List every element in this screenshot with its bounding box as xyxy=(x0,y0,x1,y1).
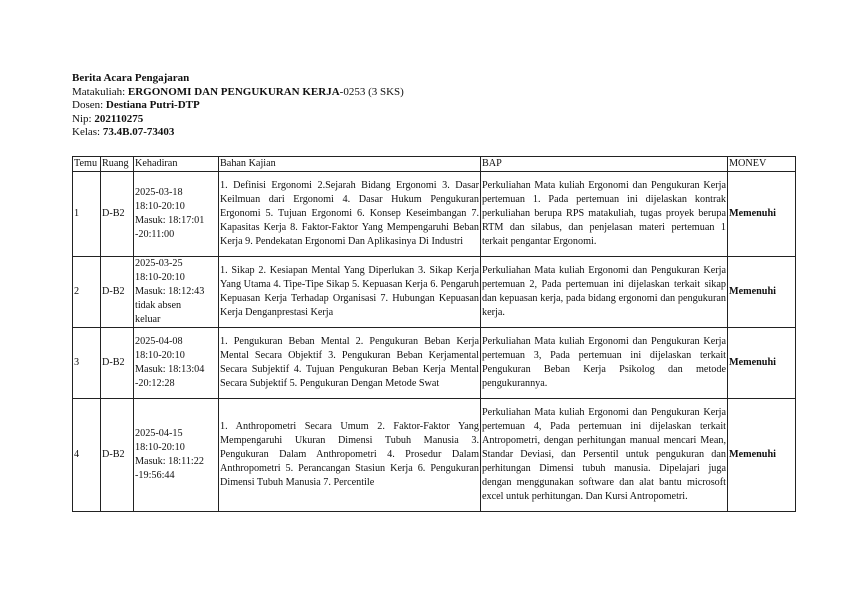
table-row xyxy=(73,399,796,512)
column-header-bap: BAP xyxy=(481,157,728,172)
column-header-temu: Temu xyxy=(73,157,101,172)
table-row xyxy=(73,328,796,399)
cell-kehadiran xyxy=(134,172,219,257)
matakuliah-line xyxy=(72,86,404,100)
document-title: Berita Acara Pengajaran xyxy=(72,72,190,84)
kehadiran-date: 2025-03-25 xyxy=(135,258,183,269)
kehadiran-masuk: Masuk: 18:12:43 xyxy=(135,286,205,297)
kehadiran-masuk: Masuk: 18:11:22 xyxy=(135,456,204,467)
kehadiran-masuk: Masuk: 18:17:01 xyxy=(135,215,205,226)
cell-monev: Memenuhi xyxy=(728,328,796,399)
table-header-row xyxy=(73,157,796,172)
column-header-bahan-kajian: Bahan Kajian xyxy=(219,157,481,172)
kelas-label: Kelas: xyxy=(72,126,103,138)
kehadiran-masuk: Masuk: 18:13:04 xyxy=(135,364,205,375)
column-header-monev: MONEV xyxy=(728,157,796,172)
cell-ruang: D-B2 xyxy=(101,257,134,328)
kehadiran-keluar: -20:11:00 xyxy=(135,229,175,240)
dosen-line xyxy=(72,99,404,113)
table-row xyxy=(73,172,796,257)
kehadiran-keluar: -20:12:28 xyxy=(135,378,175,389)
cell-temu: 2 xyxy=(73,257,101,328)
kehadiran-time: 18:10-20:10 xyxy=(135,201,185,212)
cell-ruang: D-B2 xyxy=(101,399,134,512)
dosen-label: Dosen: xyxy=(72,99,106,111)
table-row xyxy=(73,257,796,328)
cell-bap: Perkuliahan Mata kuliah Ergonomi dan Pengukuran Kerja pertemuan 1. Pada pertemuan ini dijelaskan kontrak perkuliahan berupa RPS matakuliah, tugas proyek berupa RTM dan silabus, dan penjelasan materi pertemuan 1 terkait pengantar Ergonomi. xyxy=(481,172,728,257)
cell-kehadiran xyxy=(134,399,219,512)
cell-bahan-kajian: 1. Sikap 2. Kesiapan Mental Yang Diperlukan 3. Sikap Kerja Yang Utama 4. Tipe-Tipe Sikap 5. Kepuasan Kerja 6. Pengaruh Kepuasan Kerja Terhadap Organisasi 7. Hubungan Kepuasan Kerja Denganprestasi Kerja xyxy=(219,257,481,328)
cell-bap: Perkuliahan Mata kuliah Ergonomi dan Pengukuran Kerja pertemuan 3, Pada pertemuan ini dijelaskan terkait Pengukuran Beban Kerja Psikolog dan metode pengukurannya. xyxy=(481,328,728,399)
cell-temu: 3 xyxy=(73,328,101,399)
kehadiran-date: 2025-04-15 xyxy=(135,428,183,439)
cell-bahan-kajian: 1. Definisi Ergonomi 2.Sejarah Bidang Ergonomi 3. Dasar Keilmuan dari Ergonomi 4. Dasar Hukum Pengukuran Ergonomi 5. Tujuan Ergonomi 6. Konsep Keseimbangan 7. Kapasitas Kerja 8. Faktor-Faktor Yang Mempengaruhi Beban Kerja 9. Pendekatan Ergonomi Dan Aplikasinya Di Industri xyxy=(219,172,481,257)
cell-temu: 4 xyxy=(73,399,101,512)
dosen-name: Destiana Putri-DTP xyxy=(105,99,200,111)
cell-ruang: D-B2 xyxy=(101,172,134,257)
kehadiran-keluar: keluar xyxy=(135,314,161,325)
column-header-kehadiran: Kehadiran xyxy=(134,157,219,172)
nip-label: Nip: xyxy=(72,112,95,125)
document-header xyxy=(72,72,404,140)
cell-monev: Memenuhi xyxy=(728,399,796,512)
kehadiran-time: 18:10-20:10 xyxy=(135,272,185,283)
column-header-ruang: Ruang xyxy=(101,157,134,172)
cell-bap: Perkuliahan Mata kuliah Ergonomi dan Pengukuran Kerja pertemuan 4, Pada pertemuan ini dijelaskan terkait Antropometri, dengan perhitungan manual mencari Mean, Standar Deviasi, dan Persentil untuk pengukuran dan perhitungan Dimensi tubuh manusia. Dipelajari juga dengan menggunakan software dan alat bantu microsoft excel untuk perhitungan. Dan Kursi Antropometri. xyxy=(481,399,728,512)
kehadiran-keluar: -19:56:44 xyxy=(135,470,175,481)
cell-kehadiran xyxy=(134,328,219,399)
cell-bahan-kajian: 1. Anthropometri Secara Umum 2. Faktor-Faktor Yang Mempengaruhi Ukuran Dimensi Tubuh Manusia 3. Pengukuran Dalam Anthropometri 4. Prosedur Dalam Anthropometri 5. Perancangan Stasiun Kerja 6. Pengukuran Dimensi Tubuh Manusia 7. Percentile xyxy=(219,399,481,512)
matakuliah-name: ERGONOMI DAN PENGUKURAN KERJA xyxy=(127,85,340,98)
cell-kehadiran xyxy=(134,257,219,328)
nip-value: 202110275 xyxy=(94,112,144,125)
cell-monev: Memenuhi xyxy=(728,257,796,328)
kehadiran-status: tidak absen xyxy=(135,300,182,311)
kehadiran-time: 18:10-20:10 xyxy=(135,350,185,361)
kehadiran-date: 2025-04-08 xyxy=(135,336,183,347)
cell-bap: Perkuliahan Mata kuliah Ergonomi dan Pengukuran Kerja pertemuan 2, Pada pertemuan ini dijelaskan terkait sikap dan kepuasan kerja, pada bidang ergonomi dan pengukuran kerja. xyxy=(481,257,728,328)
matakuliah-label: Matakuliah: xyxy=(72,85,128,98)
kehadiran-date: 2025-03-18 xyxy=(135,187,183,198)
matakuliah-code: -0253 (3 SKS) xyxy=(339,85,404,98)
kelas-value: 73.4B.07-73403 xyxy=(102,126,175,138)
nip-line xyxy=(72,113,404,127)
cell-temu: 1 xyxy=(73,172,101,257)
kelas-line xyxy=(72,126,404,140)
cell-monev: Memenuhi xyxy=(728,172,796,257)
kehadiran-time: 18:10-20:10 xyxy=(135,442,185,453)
bap-table xyxy=(72,156,796,512)
cell-ruang: D-B2 xyxy=(101,328,134,399)
cell-bahan-kajian: 1. Pengukuran Beban Mental 2. Pengukuran Beban Kerja Mental Secara Objektif 3. Pengukuran Beban Kerjamental Secara Subjektif 4. Tujuan Pengukuran Beban Kerja Mental Secara Subjektif 5. Pengukuran Dengan Metode Swat xyxy=(219,328,481,399)
